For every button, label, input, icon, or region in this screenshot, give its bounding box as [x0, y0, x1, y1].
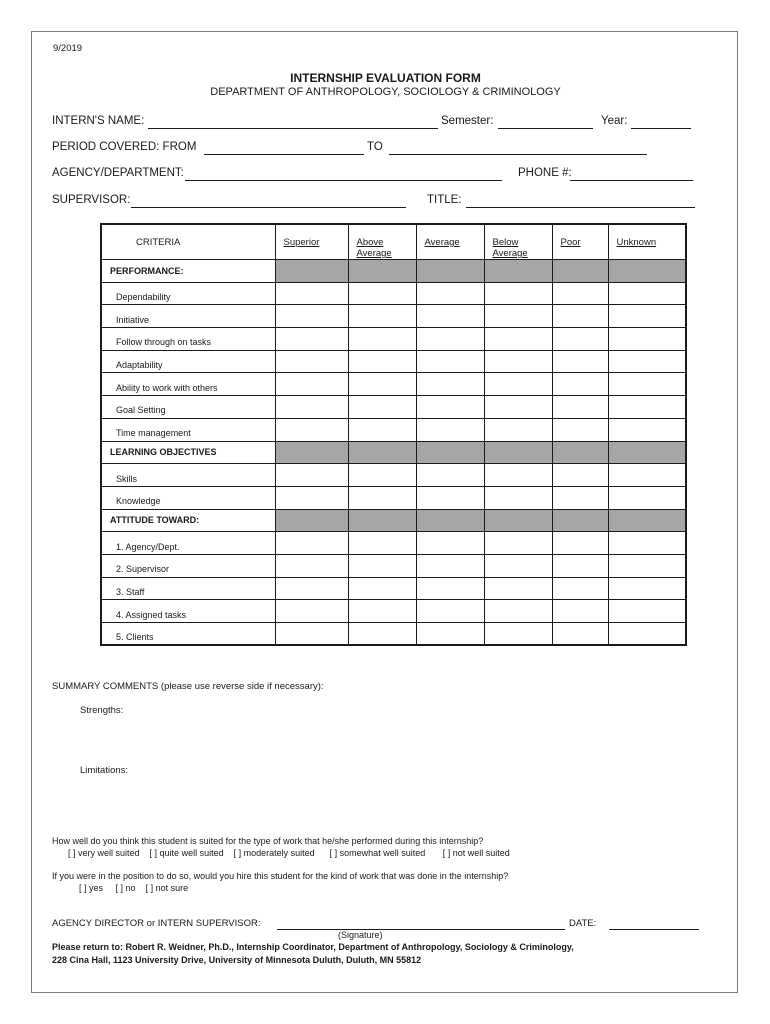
shaded-cell: [608, 441, 686, 464]
rating-cell[interactable]: [608, 623, 686, 646]
shaded-cell: [416, 260, 484, 283]
rating-cell[interactable]: [275, 305, 348, 328]
rating-header: Above Average: [348, 224, 416, 260]
rating-cell[interactable]: [484, 486, 552, 509]
shaded-cell: [552, 509, 608, 532]
section-row: [101, 260, 686, 283]
criteria-row: [101, 305, 686, 328]
option-not-well-suited[interactable]: [ ] not well suited: [442, 848, 510, 858]
rating-header: Average: [416, 224, 484, 260]
rating-cell[interactable]: [484, 532, 552, 555]
rating-cell[interactable]: [416, 464, 484, 487]
criteria-row: [101, 577, 686, 600]
rating-cell[interactable]: [275, 282, 348, 305]
shaded-cell: [348, 441, 416, 464]
period-from-label: PERIOD COVERED: FROM: [52, 141, 197, 153]
rating-cell[interactable]: [275, 373, 348, 396]
criteria-label: 4. Assigned tasks: [101, 600, 275, 623]
rating-cell[interactable]: [348, 486, 416, 509]
semester-label: Semester:: [441, 115, 494, 127]
suitability-options: [68, 848, 510, 858]
rating-cell[interactable]: [275, 532, 348, 555]
strengths-label: Strengths:: [80, 705, 124, 716]
title-label: TITLE:: [427, 194, 462, 206]
phone-label: PHONE #:: [518, 167, 572, 179]
rating-cell[interactable]: [484, 328, 552, 351]
rating-cell[interactable]: [608, 305, 686, 328]
signature-label: AGENCY DIRECTOR or INTERN SUPERVISOR:: [52, 918, 261, 929]
date-field[interactable]: [609, 929, 699, 930]
criteria-label: Follow through on tasks: [101, 328, 275, 351]
criteria-row: [101, 600, 686, 623]
form-title: INTERNSHIP EVALUATION FORM: [290, 71, 481, 85]
rating-cell[interactable]: [416, 328, 484, 351]
rating-cell[interactable]: [275, 328, 348, 351]
limitations-label: Limitations:: [80, 765, 129, 776]
department-name: DEPARTMENT OF ANTHROPOLOGY, SOCIOLOGY & CRIMINOLOGY: [210, 86, 561, 98]
rating-cell[interactable]: [608, 350, 686, 373]
rating-cell[interactable]: [275, 350, 348, 373]
rating-cell[interactable]: [608, 464, 686, 487]
rating-cell[interactable]: [484, 396, 552, 419]
rating-cell[interactable]: [348, 554, 416, 577]
rating-cell[interactable]: [416, 532, 484, 555]
criteria-row: [101, 328, 686, 351]
rating-cell[interactable]: [484, 623, 552, 646]
rating-cell[interactable]: [348, 305, 416, 328]
criteria-label: Skills: [101, 464, 275, 487]
signature-field[interactable]: [277, 929, 565, 930]
rating-cell[interactable]: [608, 600, 686, 623]
shaded-cell: [416, 441, 484, 464]
option-somewhat-well-suited[interactable]: [ ] somewhat well suited: [329, 848, 426, 858]
rating-cell[interactable]: [416, 373, 484, 396]
rating-cell[interactable]: [608, 373, 686, 396]
rating-cell[interactable]: [552, 350, 608, 373]
shaded-cell: [552, 260, 608, 283]
semester-field[interactable]: [498, 128, 593, 129]
rating-cell[interactable]: [552, 418, 608, 441]
supervisor-label: SUPERVISOR:: [52, 194, 131, 206]
summary-heading: SUMMARY COMMENTS (please use reverse side if necessary):: [52, 681, 324, 692]
rating-cell[interactable]: [484, 464, 552, 487]
rating-cell[interactable]: [416, 305, 484, 328]
criteria-label: Initiative: [101, 305, 275, 328]
rating-cell[interactable]: [552, 464, 608, 487]
rating-cell[interactable]: [484, 305, 552, 328]
rating-cell[interactable]: [552, 554, 608, 577]
rating-cell[interactable]: [552, 328, 608, 351]
rating-cell[interactable]: [275, 623, 348, 646]
option-moderately-suited[interactable]: [ ] moderately suited: [233, 848, 315, 858]
shaded-cell: [275, 260, 348, 283]
section-label: PERFORMANCE:: [101, 260, 275, 283]
criteria-row: [101, 554, 686, 577]
criteria-label: 1. Agency/Dept.: [101, 532, 275, 555]
rating-cell[interactable]: [484, 282, 552, 305]
rating-cell[interactable]: [484, 554, 552, 577]
criteria-label: Adaptability: [101, 350, 275, 373]
rating-cell[interactable]: [608, 328, 686, 351]
rating-cell[interactable]: [348, 600, 416, 623]
criteria-row: [101, 532, 686, 555]
shaded-cell: [275, 441, 348, 464]
rating-cell[interactable]: [348, 282, 416, 305]
rating-cell[interactable]: [275, 600, 348, 623]
rating-cell[interactable]: [608, 418, 686, 441]
return-address-line1: Please return to: Robert R. Weidner, Ph.D., Internship Coordinator, Department of Anthropology, Sociology & Criminology,: [52, 942, 574, 952]
section-row: [101, 509, 686, 532]
rating-cell[interactable]: [416, 577, 484, 600]
option-yes[interactable]: [ ] yes: [79, 883, 104, 893]
rating-cell[interactable]: [608, 577, 686, 600]
phone-field[interactable]: [570, 180, 693, 181]
rating-cell[interactable]: [348, 350, 416, 373]
shaded-cell: [348, 260, 416, 283]
rating-cell[interactable]: [416, 554, 484, 577]
rating-cell[interactable]: [416, 623, 484, 646]
rating-cell[interactable]: [416, 396, 484, 419]
rating-cell[interactable]: [484, 418, 552, 441]
year-field[interactable]: [631, 128, 691, 129]
table-header-row: [101, 224, 686, 260]
criteria-table: [100, 223, 687, 646]
rating-cell[interactable]: [608, 532, 686, 555]
rating-cell[interactable]: [484, 350, 552, 373]
rating-cell[interactable]: [416, 282, 484, 305]
rating-cell[interactable]: [552, 600, 608, 623]
period-to-field[interactable]: [389, 154, 647, 155]
criteria-row: [101, 418, 686, 441]
rating-cell[interactable]: [348, 418, 416, 441]
criteria-row: [101, 350, 686, 373]
rating-header: Unknown: [608, 224, 686, 260]
criteria-label: 2. Supervisor: [101, 554, 275, 577]
option-not-sure[interactable]: [ ] not sure: [145, 883, 189, 893]
shaded-cell: [484, 509, 552, 532]
rating-cell[interactable]: [348, 396, 416, 419]
option-very-well-suited[interactable]: [ ] very well suited: [68, 848, 140, 858]
rating-cell[interactable]: [275, 577, 348, 600]
rating-cell[interactable]: [552, 282, 608, 305]
rating-cell[interactable]: [608, 486, 686, 509]
period-from-field[interactable]: [204, 154, 364, 155]
section-label: LEARNING OBJECTIVES: [101, 441, 275, 464]
criteria-label: 5. Clients: [101, 623, 275, 646]
signature-caption: (Signature): [338, 930, 383, 940]
rating-cell[interactable]: [484, 600, 552, 623]
criteria-row: [101, 373, 686, 396]
rating-cell[interactable]: [484, 373, 552, 396]
intern-name-field[interactable]: [148, 128, 438, 129]
option-no[interactable]: [ ] no: [115, 883, 136, 893]
shaded-cell: [484, 260, 552, 283]
rating-header: Below Average: [484, 224, 552, 260]
date-label: DATE:: [569, 918, 597, 929]
hire-options: [79, 883, 188, 893]
rating-cell[interactable]: [552, 396, 608, 419]
rating-cell[interactable]: [275, 554, 348, 577]
shaded-cell: [552, 441, 608, 464]
rating-cell[interactable]: [552, 486, 608, 509]
rating-cell[interactable]: [552, 577, 608, 600]
criteria-label: Ability to work with others: [101, 373, 275, 396]
rating-cell[interactable]: [552, 305, 608, 328]
rating-header: Superior: [275, 224, 348, 260]
return-address-line2: 228 Cina Hall, 1123 University Drive, University of Minnesota Duluth, Duluth, MN 55812: [52, 955, 422, 965]
shaded-cell: [484, 441, 552, 464]
rating-cell[interactable]: [552, 623, 608, 646]
rating-cell[interactable]: [275, 464, 348, 487]
rating-cell[interactable]: [608, 282, 686, 305]
rating-cell[interactable]: [348, 464, 416, 487]
agency-label: AGENCY/DEPARTMENT:: [52, 167, 184, 179]
section-row: [101, 441, 686, 464]
criteria-header: CRITERIA: [101, 224, 275, 260]
supervisor-field[interactable]: [131, 207, 406, 208]
question-hire: If you were in the position to do so, would you hire this student for the kind of work that was done in the internship?: [52, 871, 509, 881]
criteria-row: [101, 464, 686, 487]
option-quite-well-suited[interactable]: [ ] quite well suited: [149, 848, 224, 858]
shaded-cell: [275, 509, 348, 532]
criteria-row: [101, 623, 686, 646]
criteria-label: Time management: [101, 418, 275, 441]
rating-cell[interactable]: [484, 577, 552, 600]
criteria-label: 3. Staff: [101, 577, 275, 600]
rating-cell[interactable]: [552, 532, 608, 555]
shaded-cell: [416, 509, 484, 532]
rating-cell[interactable]: [552, 373, 608, 396]
rating-cell[interactable]: [275, 486, 348, 509]
rating-cell[interactable]: [608, 396, 686, 419]
rating-cell[interactable]: [348, 373, 416, 396]
rating-cell[interactable]: [416, 600, 484, 623]
section-label: ATTITUDE TOWARD:: [101, 509, 275, 532]
criteria-label: Goal Setting: [101, 396, 275, 419]
intern-name-label: INTERN'S NAME:: [52, 115, 145, 127]
question-suitability: How well do you think this student is suited for the type of work that he/she performed during this internship?: [52, 836, 484, 846]
shaded-cell: [348, 509, 416, 532]
rating-cell[interactable]: [348, 532, 416, 555]
shaded-cell: [608, 509, 686, 532]
form-date: 9/2019: [53, 43, 83, 54]
rating-cell[interactable]: [275, 396, 348, 419]
rating-cell[interactable]: [348, 623, 416, 646]
rating-header: Poor: [552, 224, 608, 260]
period-to-label: TO: [367, 141, 383, 153]
rating-cell[interactable]: [608, 554, 686, 577]
criteria-row: [101, 486, 686, 509]
rating-cell[interactable]: [348, 577, 416, 600]
title-field[interactable]: [466, 207, 695, 208]
shaded-cell: [608, 260, 686, 283]
form-page: [31, 31, 738, 993]
rating-cell[interactable]: [416, 350, 484, 373]
rating-cell[interactable]: [416, 486, 484, 509]
agency-field[interactable]: [185, 180, 502, 181]
criteria-row: [101, 396, 686, 419]
criteria-label: Knowledge: [101, 486, 275, 509]
criteria-label: Dependability: [101, 282, 275, 305]
rating-cell[interactable]: [416, 418, 484, 441]
year-label: Year:: [601, 115, 628, 127]
rating-cell[interactable]: [275, 418, 348, 441]
rating-cell[interactable]: [348, 328, 416, 351]
criteria-row: [101, 282, 686, 305]
